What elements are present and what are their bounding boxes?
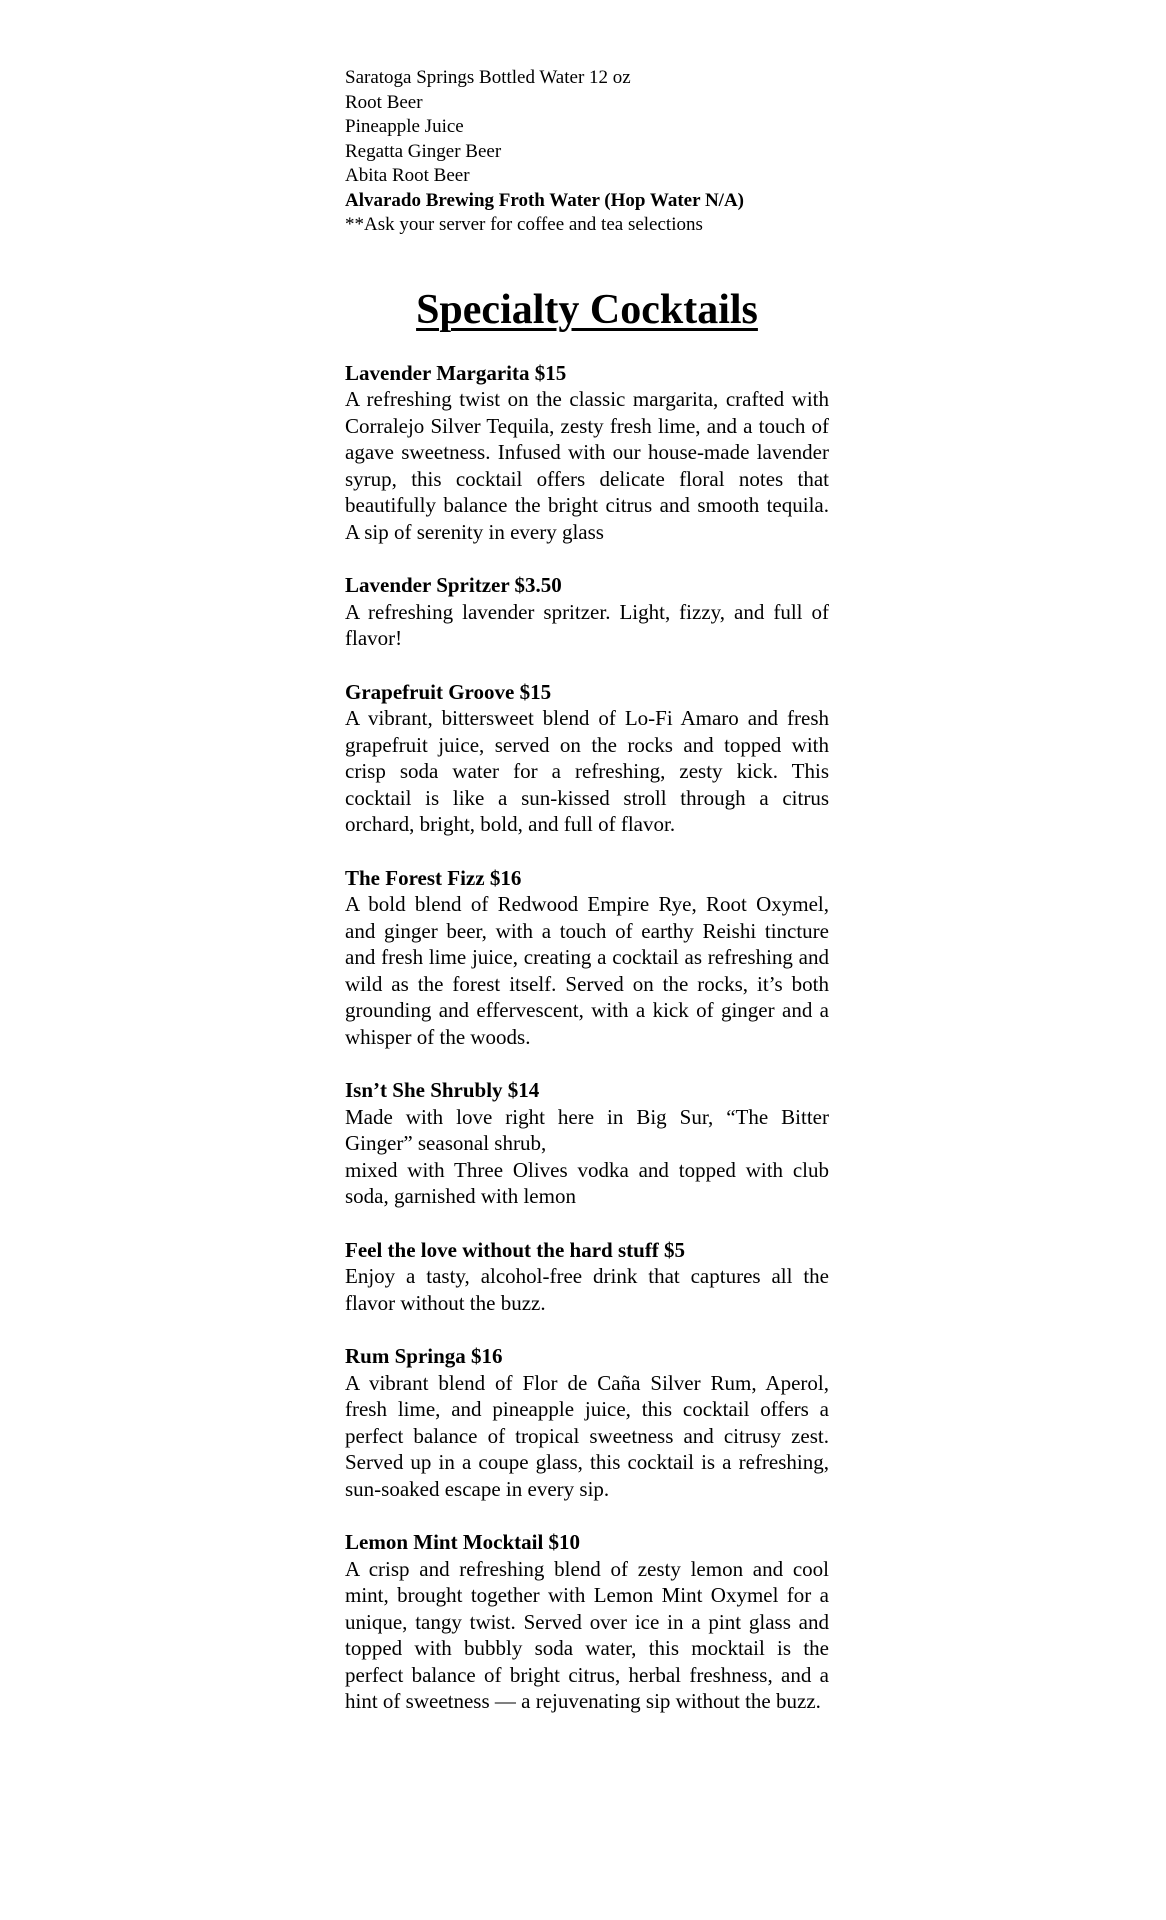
cocktail-description-continued: mixed with Three Olives vodka and topped with club soda, garnished with lemon (345, 1157, 829, 1208)
cocktail-item (345, 865, 829, 1051)
cocktail-item (345, 1077, 829, 1210)
cocktail-name: Feel the love without the hard stuff $5 (345, 1237, 686, 1262)
cocktail-description: A refreshing twist on the classic margarita, crafted with Corralejo Silver Tequila, zesty fresh lime, and a touch of agave sweetness. Infused with our house-made lavender syrup, this cocktail offers delicate floral notes that beautifully balance the bright citrus and smooth tequila. A sip of serenity in every glass (345, 387, 829, 544)
drink-item: Saratoga Springs Bottled Water 12 oz (345, 67, 631, 88)
cocktail-description: Enjoy a tasty, alcohol-free drink that captures all the flavor without the buzz. (345, 1264, 829, 1315)
cocktail-name: Lemon Mint Mocktail $10 (345, 1530, 581, 1554)
cocktail-item (345, 572, 829, 652)
cocktail-item (345, 679, 829, 838)
drink-item: Pineapple Juice (345, 116, 464, 137)
cocktail-description: Made with love right here in Big Sur, “The Bitter Ginger” seasonal shrub, (345, 1104, 829, 1155)
cocktail-item (345, 1343, 829, 1502)
drink-item: Abita Root Beer (345, 165, 470, 186)
section-title: Specialty Cocktails (416, 286, 758, 333)
drink-item: Alvarado Brewing Froth Water (Hop Water N/A) (345, 189, 744, 211)
cocktail-name: Lavender Margarita $15 (345, 360, 567, 385)
drink-item: Root Beer (345, 91, 423, 113)
cocktail-description: A refreshing lavender spritzer. Light, fizzy, and full of flavor! (345, 599, 829, 650)
cocktail-name: Grapefruit Groove $15 (345, 679, 552, 704)
cocktail-description: A bold blend of Redwood Empire Rye, Root Oxymel, and ginger beer, with a touch of earthy Reishi tincture and fresh lime juice, creating a cocktail as refreshing and wild as the forest itself. Served on the rocks, it’s both grounding and effervescent, with a kick of ginger and a whisper of the woods. (345, 892, 829, 1049)
coffee-tea-note: **Ask your server for coffee and tea selections (345, 214, 703, 235)
cocktail-description: A crisp and refreshing blend of zesty lemon and cool mint, brought together with Lemon Mint Oxymel for a unique, tangy twist. Served over ice in a pint glass and topped with bubbly soda water, this mocktail is the perfect balance of bright citrus, herbal freshness, and a hint of sweetness — a rejuvenating sip without the buzz. (345, 1556, 829, 1713)
cocktail-item (345, 1529, 829, 1715)
cocktail-name: Rum Springa $16 (345, 1344, 503, 1368)
cocktail-name: Lavender Spritzer $3.50 (345, 573, 562, 597)
cocktail-description: A vibrant blend of Flor de Caña Silver Rum, Aperol, fresh lime, and pineapple juice, this cocktail offers a perfect balance of tropical sweetness and citrusy zest. Served up in a coupe glass, this cocktail is a refreshing, sun-soaked escape in every sip. (345, 1370, 829, 1501)
cocktail-name: Isn’t She Shrubly $14 (345, 1078, 540, 1102)
cocktail-list (345, 360, 829, 1715)
cocktail-item (345, 1237, 829, 1317)
non-alcoholic-list (345, 66, 829, 238)
cocktail-item (345, 360, 829, 546)
cocktail-name: The Forest Fizz $16 (345, 865, 522, 890)
cocktail-description: A vibrant, bittersweet blend of Lo-Fi Amaro and fresh grapefruit juice, served on the rocks and topped with crisp soda water for a refreshing, zesty kick. This cocktail is like a sun-kissed stroll through a citrus orchard, bright, bold, and full of flavor. (345, 706, 829, 836)
drink-item: Regatta Ginger Beer (345, 140, 502, 162)
menu-page (345, 66, 829, 1742)
